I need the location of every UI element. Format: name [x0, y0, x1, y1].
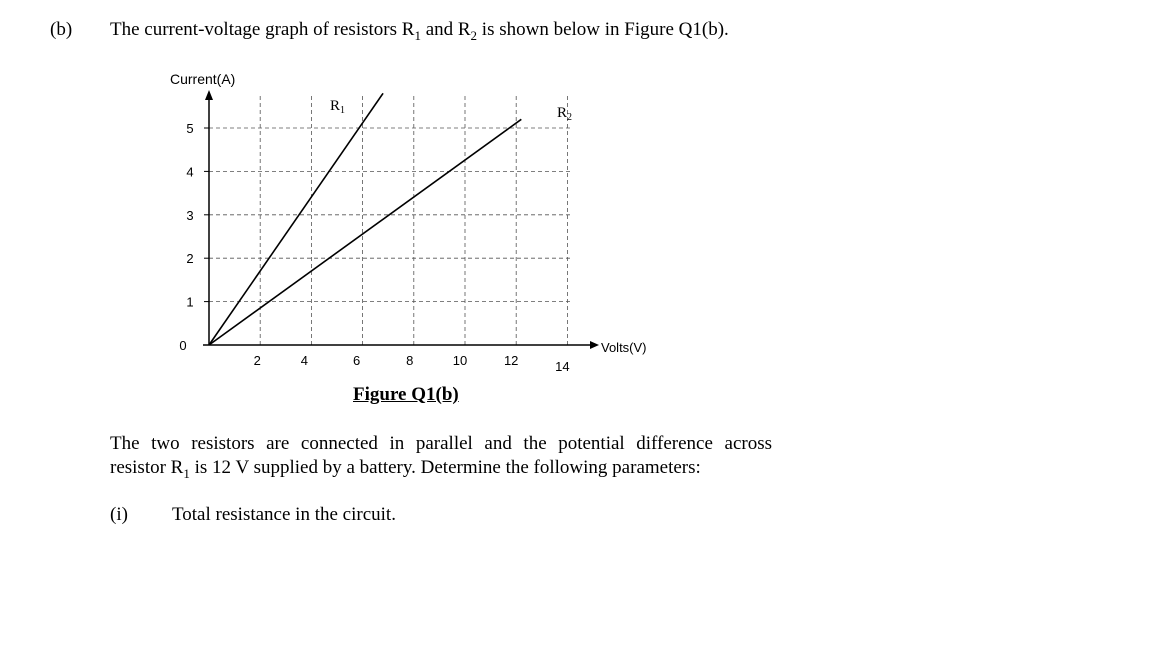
- para-text-2: is 12 V supplied by a battery. Determine the following parameters:: [189, 457, 701, 478]
- y-tick-label: 5: [186, 121, 194, 136]
- y-tick-label: 1: [186, 294, 194, 310]
- series-line-r2: [209, 119, 521, 345]
- y-tick-label: 4: [186, 164, 194, 180]
- y-axis-arrow: [205, 90, 213, 100]
- chart-grid: [209, 96, 571, 345]
- y-tick-label: 3: [186, 207, 194, 223]
- x-tick-label: 12: [503, 353, 519, 368]
- chart-series-lines: [209, 93, 521, 345]
- question-paragraph: [110, 432, 772, 486]
- x-tick-label: 4: [300, 353, 309, 368]
- series-line-r1: [209, 93, 383, 345]
- x-tick-label: 2: [253, 353, 261, 368]
- paragraph-line-2: [110, 456, 772, 486]
- series-label-r1: $R_1$: [330, 98, 346, 116]
- figure-caption: Figure Q1(b): [353, 384, 459, 405]
- series-label-r2: $R_2$: [557, 105, 573, 123]
- chart-axes: [203, 90, 599, 349]
- x-tick-label: 14: [555, 359, 570, 374]
- question-part-label: (b): [50, 19, 73, 40]
- chart-tick-labels: [179, 121, 569, 374]
- y-tick-label: 0: [179, 338, 187, 353]
- intro-sub-2: 2: [470, 27, 478, 43]
- x-axis-arrow: [590, 341, 599, 349]
- chart-series-labels: [330, 98, 572, 123]
- subitem-number: (i): [110, 504, 128, 525]
- x-tick-label: 10: [452, 353, 468, 368]
- intro-text-2: and R: [420, 19, 471, 40]
- para-sub-1: 1: [183, 465, 190, 481]
- intro-sub-1: 1: [414, 27, 421, 43]
- intro-text-3: is shown below in Figure Q1(b).: [477, 19, 729, 40]
- intro-text-1: The current-voltage graph of resistors R: [110, 19, 415, 40]
- x-tick-label: 8: [406, 353, 414, 368]
- subitem-text: Total resistance in the circuit.: [172, 504, 396, 525]
- x-axis-title: Volts(V): [601, 340, 647, 355]
- y-tick-label: 2: [186, 251, 194, 267]
- x-tick-label: 6: [352, 353, 361, 368]
- para-text-1: resistor R: [110, 457, 184, 478]
- y-axis-title: Current(A): [170, 71, 236, 87]
- paragraph-line-1: The two resistors are connected in parallel and the potential difference across: [110, 433, 772, 454]
